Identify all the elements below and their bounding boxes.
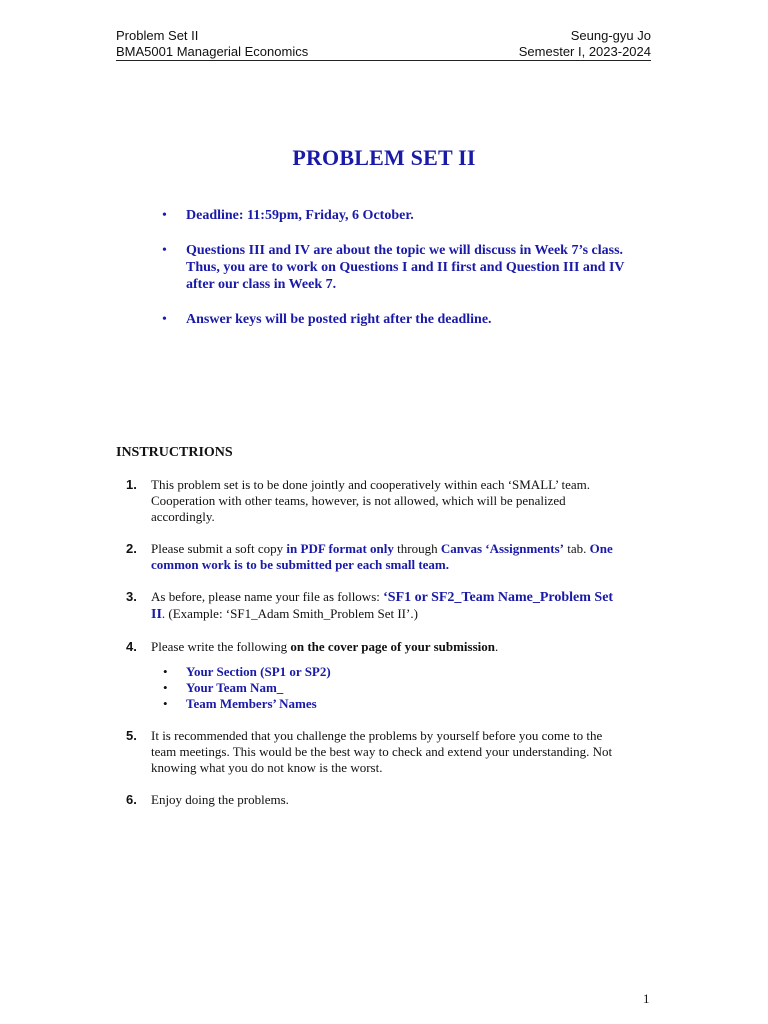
notice-list: [160, 207, 650, 346]
notice-text: Answer keys will be posted right after the deadline.: [186, 312, 492, 327]
header-doc-title: Problem Set II: [116, 28, 199, 43]
instruction-text: Please submit a soft copy: [151, 541, 287, 556]
header-left: [116, 28, 308, 60]
notice-item: [160, 311, 650, 328]
instructions-list: [124, 477, 624, 824]
instruction-emphasis: One common work is to be submitted per each small team.: [151, 541, 613, 572]
instruction-emphasis: on the cover page of your submission: [290, 639, 496, 654]
bullet: •: [163, 680, 168, 695]
header-author: Seung-gyu Jo: [570, 28, 651, 43]
bullet: •: [162, 208, 167, 223]
cover-page-list: [151, 664, 624, 712]
item-number: 3.: [126, 589, 137, 604]
notice-item: [160, 242, 650, 293]
instruction-item: [124, 477, 624, 525]
item-number: 4.: [126, 639, 137, 654]
cover-page-item: [151, 680, 624, 696]
header-semester: Semester I, 2023-2024: [518, 44, 651, 59]
bullet: •: [162, 243, 167, 258]
instructions-heading: INSTRUCTRIONS: [116, 445, 233, 460]
item-number: 6.: [126, 792, 137, 807]
cover-page-text: Your Section (SP1 or SP2): [186, 664, 331, 679]
bullet: •: [163, 664, 168, 679]
page-number: 1: [643, 991, 650, 1006]
instruction-emphasis: Canvas ‘Assignments’: [440, 541, 564, 556]
bullet: •: [163, 696, 168, 711]
instruction-item: [124, 792, 624, 808]
instruction-text: Please write the following: [151, 639, 291, 654]
cover-page-text: Your Team Nam_: [186, 680, 284, 695]
notice-item: [160, 207, 650, 224]
bullet: •: [162, 312, 167, 327]
instruction-item: [124, 541, 624, 573]
header-course: BMA5001 Managerial Economics: [116, 44, 309, 59]
instruction-text: As before, please name your file as follows:: [151, 589, 384, 604]
instruction-item: [124, 589, 624, 623]
instruction-item: [124, 728, 624, 776]
cover-page-item: [151, 696, 624, 712]
notice-text: Questions III and IV are about the topic we will discuss in Week 7’s class. Thus, you are to work on Questions I and II first and Question III and IV after our class in Week 7.: [186, 243, 625, 292]
instruction-text: . (Example: ‘SF1_Adam Smith_Problem Set II’.): [161, 606, 418, 621]
header-right: [519, 28, 651, 60]
item-number: 5.: [126, 728, 137, 743]
instruction-text: Enjoy doing the problems.: [151, 792, 289, 807]
header-rule: [116, 60, 651, 61]
instruction-text: .: [495, 639, 499, 654]
cover-page-item: [151, 664, 624, 680]
item-number: 1.: [126, 477, 137, 492]
cover-page-text: Team Members’ Names: [186, 696, 317, 711]
instruction-text: This problem set is to be done jointly and cooperatively within each ‘SMALL’ team. Cooperation with other teams, however, is not allowed, which will be penalized accordingly.: [151, 477, 591, 524]
instruction-emphasis: ‘SF1 or SF2_Team Name_Problem Set II: [151, 590, 614, 622]
instruction-item: [124, 639, 624, 712]
document-title: PROBLEM SET II: [292, 145, 476, 170]
notice-text: Deadline: 11:59pm, Friday, 6 October.: [186, 208, 414, 223]
page-header: [116, 26, 651, 60]
instruction-text: tab.: [564, 541, 590, 556]
instruction-emphasis: in PDF format only: [286, 541, 394, 556]
item-number: 2.: [126, 541, 137, 556]
instruction-text: through: [393, 541, 441, 556]
instruction-text: It is recommended that you challenge the problems by yourself before you come to the team meetings. This would be the best way to check and extend your understanding. Not knowing what you do not know is the worst.: [151, 728, 613, 775]
